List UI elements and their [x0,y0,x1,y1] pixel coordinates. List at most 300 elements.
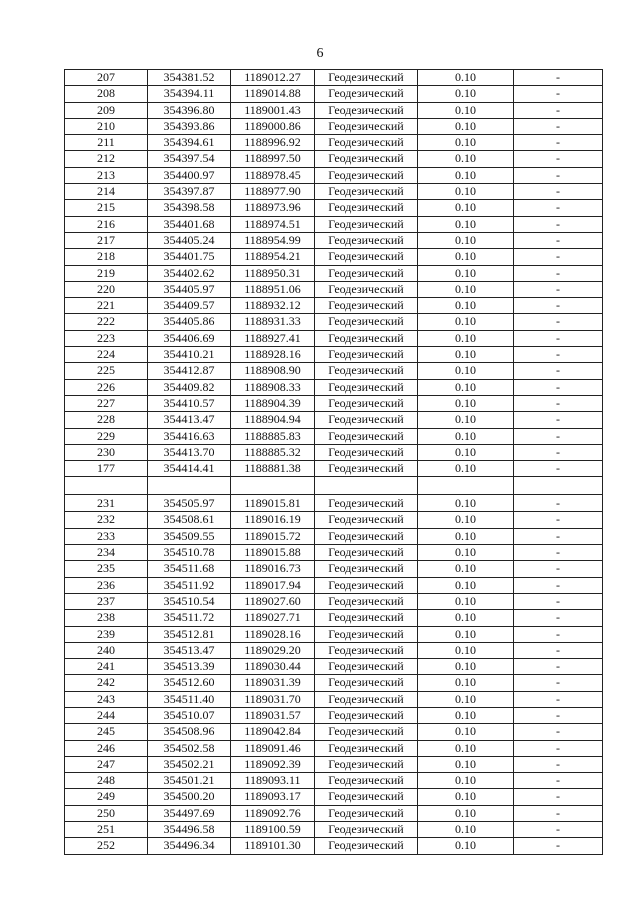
accuracy-cell: 0.10 [418,379,514,395]
point-number-cell: 208 [65,86,148,102]
accuracy-cell: 0.10 [418,249,514,265]
x-coordinate-cell: 354510.54 [148,593,231,609]
point-number-cell: 223 [65,330,148,346]
method-cell: Геодезический [315,102,418,118]
accuracy-cell: 0.10 [418,298,514,314]
y-coordinate-cell: 1189001.43 [231,102,315,118]
table-row [65,577,603,593]
accuracy-cell: 0.10 [418,118,514,134]
description-cell: - [514,691,603,707]
table-row [65,545,603,561]
y-coordinate-cell: 1188951.06 [231,281,315,297]
description-cell: - [514,444,603,460]
description-cell: - [514,102,603,118]
point-number-cell: 247 [65,756,148,772]
description-cell: - [514,379,603,395]
accuracy-cell: 0.10 [418,395,514,411]
accuracy-cell: 0.10 [418,561,514,577]
description-cell: - [514,184,603,200]
description-cell: - [514,118,603,134]
y-coordinate-cell: 1188927.41 [231,330,315,346]
y-coordinate-cell: 1189015.72 [231,528,315,544]
page-number: 6 [316,46,324,61]
method-cell: Геодезический [315,428,418,444]
point-number-cell: 252 [65,838,148,854]
x-coordinate-cell: 354406.69 [148,330,231,346]
accuracy-cell: 0.10 [418,135,514,151]
y-coordinate-cell: 1189092.76 [231,805,315,821]
y-coordinate-cell [231,477,315,495]
method-cell: Геодезический [315,659,418,675]
x-coordinate-cell: 354397.87 [148,184,231,200]
point-number-cell: 233 [65,528,148,544]
point-number-cell: 212 [65,151,148,167]
table-row [65,610,603,626]
y-coordinate-cell: 1189091.46 [231,740,315,756]
description-cell: - [514,281,603,297]
method-cell: Геодезический [315,444,418,460]
accuracy-cell: 0.10 [418,444,514,460]
point-number-cell: 224 [65,347,148,363]
x-coordinate-cell: 354402.62 [148,265,231,281]
table-row [65,330,603,346]
table-row [65,675,603,691]
table-row [65,461,603,477]
x-coordinate-cell: 354381.52 [148,70,231,86]
method-cell: Геодезический [315,86,418,102]
x-coordinate-cell: 354508.61 [148,512,231,528]
x-coordinate-cell: 354512.81 [148,626,231,642]
method-cell: Геодезический [315,216,418,232]
accuracy-cell: 0.10 [418,707,514,723]
point-number-cell: 236 [65,577,148,593]
accuracy-cell: 0.10 [418,773,514,789]
x-coordinate-cell: 354414.41 [148,461,231,477]
table-row [65,512,603,528]
method-cell: Геодезический [315,805,418,821]
point-number-cell: 230 [65,444,148,460]
table-row [65,805,603,821]
point-number-cell: 210 [65,118,148,134]
x-coordinate-cell: 354511.72 [148,610,231,626]
x-coordinate-cell: 354511.40 [148,691,231,707]
table-row [65,395,603,411]
description-cell: - [514,70,603,86]
x-coordinate-cell: 354405.86 [148,314,231,330]
table-row [65,477,603,495]
method-cell: Геодезический [315,495,418,512]
table-row [65,528,603,544]
method-cell: Геодезический [315,184,418,200]
point-number-cell: 227 [65,395,148,411]
table-row [65,561,603,577]
x-coordinate-cell: 354505.97 [148,495,231,512]
accuracy-cell: 0.10 [418,626,514,642]
method-cell: Геодезический [315,347,418,363]
description-cell: - [514,773,603,789]
table-row [65,444,603,460]
description-cell: - [514,740,603,756]
x-coordinate-cell: 354409.82 [148,379,231,395]
y-coordinate-cell: 1189014.88 [231,86,315,102]
point-number-cell: 250 [65,805,148,821]
description-cell: - [514,363,603,379]
x-coordinate-cell: 354401.68 [148,216,231,232]
y-coordinate-cell: 1189017.94 [231,577,315,593]
x-coordinate-cell: 354496.34 [148,838,231,854]
table-row [65,838,603,854]
accuracy-cell: 0.10 [418,577,514,593]
accuracy-cell: 0.10 [418,167,514,183]
method-cell: Геодезический [315,363,418,379]
x-coordinate-cell: 354412.87 [148,363,231,379]
table-row [65,151,603,167]
point-number-cell: 226 [65,379,148,395]
accuracy-cell: 0.10 [418,659,514,675]
y-coordinate-cell: 1188997.50 [231,151,315,167]
point-number-cell: 209 [65,102,148,118]
y-coordinate-cell: 1189031.39 [231,675,315,691]
description-cell: - [514,675,603,691]
table-row [65,200,603,216]
accuracy-cell: 0.10 [418,740,514,756]
description-cell: - [514,512,603,528]
description-cell: - [514,707,603,723]
x-coordinate-cell: 354497.69 [148,805,231,821]
table-row [65,593,603,609]
description-cell: - [514,412,603,428]
method-cell: Геодезический [315,314,418,330]
accuracy-cell: 0.10 [418,805,514,821]
description-cell: - [514,724,603,740]
method-cell: Геодезический [315,232,418,248]
accuracy-cell: 0.10 [418,412,514,428]
description-cell: - [514,495,603,512]
point-number-cell: 232 [65,512,148,528]
x-coordinate-cell: 354510.07 [148,707,231,723]
method-cell: Геодезический [315,298,418,314]
y-coordinate-cell: 1188977.90 [231,184,315,200]
y-coordinate-cell: 1189042.84 [231,724,315,740]
x-coordinate-cell: 354409.57 [148,298,231,314]
y-coordinate-cell: 1188932.12 [231,298,315,314]
method-cell: Геодезический [315,379,418,395]
y-coordinate-cell: 1188954.99 [231,232,315,248]
table-row [65,281,603,297]
y-coordinate-cell: 1189015.88 [231,545,315,561]
point-number-cell: 211 [65,135,148,151]
x-coordinate-cell: 354413.47 [148,412,231,428]
method-cell: Геодезический [315,707,418,723]
table-row [65,118,603,134]
x-coordinate-cell: 354511.68 [148,561,231,577]
method-cell [315,477,418,495]
accuracy-cell: 0.10 [418,216,514,232]
x-coordinate-cell: 354509.55 [148,528,231,544]
x-coordinate-cell: 354397.54 [148,151,231,167]
table-row [65,691,603,707]
y-coordinate-cell: 1188996.92 [231,135,315,151]
accuracy-cell: 0.10 [418,756,514,772]
table-body [65,70,603,855]
table-row [65,756,603,772]
description-cell: - [514,428,603,444]
y-coordinate-cell: 1188885.83 [231,428,315,444]
method-cell: Геодезический [315,724,418,740]
description-cell: - [514,232,603,248]
x-coordinate-cell: 354401.75 [148,249,231,265]
table-row [65,428,603,444]
point-number-cell: 231 [65,495,148,512]
point-number-cell: 241 [65,659,148,675]
table-row [65,724,603,740]
accuracy-cell: 0.10 [418,822,514,838]
point-number-cell: 228 [65,412,148,428]
point-number-cell: 249 [65,789,148,805]
point-number-cell: 243 [65,691,148,707]
method-cell: Геодезический [315,151,418,167]
x-coordinate-cell: 354410.21 [148,347,231,363]
method-cell: Геодезический [315,577,418,593]
point-number-cell: 237 [65,593,148,609]
description-cell: - [514,642,603,658]
point-number-cell: 251 [65,822,148,838]
method-cell: Геодезический [315,395,418,411]
description-cell: - [514,610,603,626]
accuracy-cell: 0.10 [418,281,514,297]
description-cell: - [514,216,603,232]
accuracy-cell: 0.10 [418,691,514,707]
description-cell: - [514,86,603,102]
description-cell: - [514,135,603,151]
method-cell: Геодезический [315,691,418,707]
table-row [65,86,603,102]
description-cell: - [514,298,603,314]
description-cell: - [514,200,603,216]
table-row [65,347,603,363]
table-row [65,412,603,428]
description-cell: - [514,756,603,772]
description-cell: - [514,545,603,561]
method-cell: Геодезический [315,512,418,528]
accuracy-cell: 0.10 [418,86,514,102]
table-row [65,363,603,379]
y-coordinate-cell: 1189101.30 [231,838,315,854]
method-cell: Геодезический [315,740,418,756]
accuracy-cell: 0.10 [418,528,514,544]
method-cell: Геодезический [315,249,418,265]
y-coordinate-cell: 1189028.16 [231,626,315,642]
point-number-cell: 216 [65,216,148,232]
point-number-cell: 219 [65,265,148,281]
method-cell: Геодезический [315,330,418,346]
point-number-cell: 215 [65,200,148,216]
method-cell: Геодезический [315,789,418,805]
accuracy-cell: 0.10 [418,545,514,561]
y-coordinate-cell: 1189000.86 [231,118,315,134]
accuracy-cell: 0.10 [418,461,514,477]
point-number-cell: 229 [65,428,148,444]
x-coordinate-cell: 354416.63 [148,428,231,444]
table-row [65,773,603,789]
y-coordinate-cell: 1189092.39 [231,756,315,772]
y-coordinate-cell: 1189015.81 [231,495,315,512]
point-number-cell: 217 [65,232,148,248]
point-number-cell: 221 [65,298,148,314]
method-cell: Геодезический [315,773,418,789]
y-coordinate-cell: 1188881.38 [231,461,315,477]
point-number-cell: 248 [65,773,148,789]
y-coordinate-cell: 1189016.19 [231,512,315,528]
table-row [65,167,603,183]
table-row [65,659,603,675]
y-coordinate-cell: 1189030.44 [231,659,315,675]
x-coordinate-cell: 354398.58 [148,200,231,216]
y-coordinate-cell: 1189093.17 [231,789,315,805]
table-row [65,249,603,265]
point-number-cell: 207 [65,70,148,86]
x-coordinate-cell: 354394.61 [148,135,231,151]
description-cell: - [514,659,603,675]
method-cell: Геодезический [315,412,418,428]
x-coordinate-cell: 354501.21 [148,773,231,789]
y-coordinate-cell: 1189012.27 [231,70,315,86]
x-coordinate-cell: 354511.92 [148,577,231,593]
coordinates-table [64,69,603,855]
description-cell: - [514,626,603,642]
table-row [65,822,603,838]
description-cell: - [514,577,603,593]
y-coordinate-cell: 1189027.60 [231,593,315,609]
method-cell: Геодезический [315,756,418,772]
method-cell: Геодезический [315,822,418,838]
table-row [65,232,603,248]
accuracy-cell: 0.10 [418,102,514,118]
accuracy-cell: 0.10 [418,512,514,528]
method-cell: Геодезический [315,281,418,297]
table-row [65,70,603,86]
method-cell: Геодезический [315,200,418,216]
point-number-cell: 235 [65,561,148,577]
table-row [65,216,603,232]
point-number-cell: 240 [65,642,148,658]
x-coordinate-cell: 354393.86 [148,118,231,134]
x-coordinate-cell [148,477,231,495]
y-coordinate-cell: 1189016.73 [231,561,315,577]
accuracy-cell: 0.10 [418,151,514,167]
method-cell: Геодезический [315,610,418,626]
accuracy-cell: 0.10 [418,200,514,216]
x-coordinate-cell: 354510.78 [148,545,231,561]
y-coordinate-cell: 1188904.39 [231,395,315,411]
description-cell: - [514,805,603,821]
accuracy-cell: 0.10 [418,184,514,200]
method-cell: Геодезический [315,167,418,183]
description-cell [514,477,603,495]
point-number-cell: 220 [65,281,148,297]
accuracy-cell: 0.10 [418,330,514,346]
x-coordinate-cell: 354502.21 [148,756,231,772]
method-cell: Геодезический [315,675,418,691]
y-coordinate-cell: 1189100.59 [231,822,315,838]
x-coordinate-cell: 354508.96 [148,724,231,740]
x-coordinate-cell: 354513.39 [148,659,231,675]
description-cell: - [514,249,603,265]
y-coordinate-cell: 1188978.45 [231,167,315,183]
accuracy-cell: 0.10 [418,314,514,330]
accuracy-cell: 0.10 [418,838,514,854]
point-number-cell: 238 [65,610,148,626]
description-cell: - [514,822,603,838]
accuracy-cell: 0.10 [418,70,514,86]
method-cell: Геодезический [315,561,418,577]
method-cell: Геодезический [315,118,418,134]
method-cell: Геодезический [315,626,418,642]
y-coordinate-cell: 1189027.71 [231,610,315,626]
x-coordinate-cell: 354500.20 [148,789,231,805]
description-cell: - [514,528,603,544]
point-number-cell: 242 [65,675,148,691]
description-cell: - [514,265,603,281]
y-coordinate-cell: 1189031.70 [231,691,315,707]
y-coordinate-cell: 1188904.94 [231,412,315,428]
method-cell: Геодезический [315,70,418,86]
description-cell: - [514,347,603,363]
table-row [65,789,603,805]
table-row [65,265,603,281]
point-number-cell: 222 [65,314,148,330]
method-cell: Геодезический [315,135,418,151]
point-number-cell: 246 [65,740,148,756]
accuracy-cell: 0.10 [418,265,514,281]
x-coordinate-cell: 354410.57 [148,395,231,411]
point-number-cell: 234 [65,545,148,561]
accuracy-cell: 0.10 [418,593,514,609]
point-number-cell: 225 [65,363,148,379]
x-coordinate-cell: 354405.24 [148,232,231,248]
accuracy-cell: 0.10 [418,232,514,248]
point-number-cell: 214 [65,184,148,200]
y-coordinate-cell: 1188973.96 [231,200,315,216]
accuracy-cell: 0.10 [418,363,514,379]
y-coordinate-cell: 1188974.51 [231,216,315,232]
point-number-cell: 218 [65,249,148,265]
x-coordinate-cell: 354512.60 [148,675,231,691]
y-coordinate-cell: 1188885.32 [231,444,315,460]
description-cell: - [514,330,603,346]
table-row [65,102,603,118]
description-cell: - [514,395,603,411]
x-coordinate-cell: 354396.80 [148,102,231,118]
x-coordinate-cell: 354413.70 [148,444,231,460]
x-coordinate-cell: 354405.97 [148,281,231,297]
accuracy-cell: 0.10 [418,610,514,626]
table-row [65,495,603,512]
accuracy-cell: 0.10 [418,724,514,740]
point-number-cell: 244 [65,707,148,723]
point-number-cell [65,477,148,495]
table-row [65,298,603,314]
method-cell: Геодезический [315,593,418,609]
x-coordinate-cell: 354502.58 [148,740,231,756]
description-cell: - [514,593,603,609]
description-cell: - [514,561,603,577]
y-coordinate-cell: 1188928.16 [231,347,315,363]
table-row [65,184,603,200]
description-cell: - [514,151,603,167]
x-coordinate-cell: 354394.11 [148,86,231,102]
x-coordinate-cell: 354400.97 [148,167,231,183]
